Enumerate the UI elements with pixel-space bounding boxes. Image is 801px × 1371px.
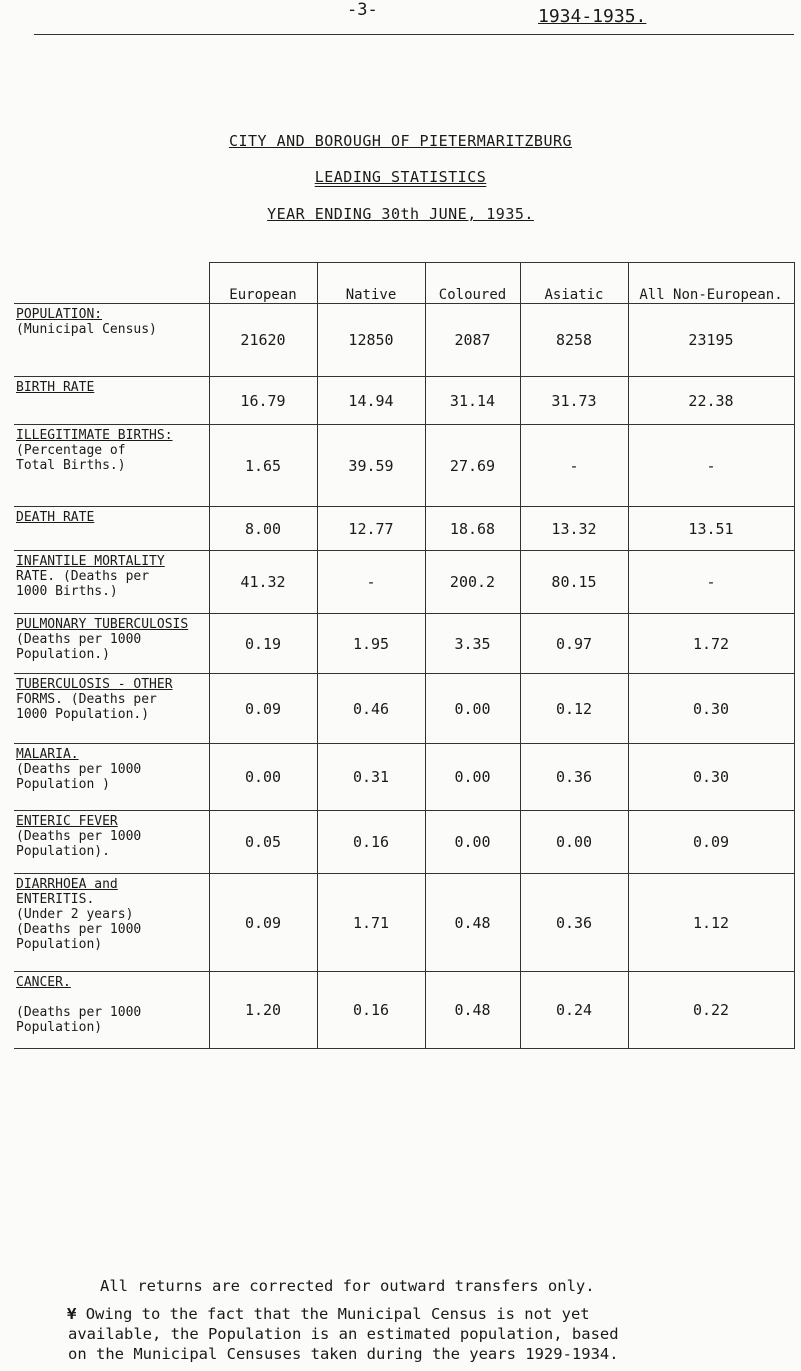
row-label-line [16, 990, 205, 1005]
table-cell: 39.59 [317, 425, 425, 507]
row-label-line: FORMS. (Deaths per [16, 692, 157, 707]
row-label-line: Population ) [16, 777, 110, 792]
row-label [14, 674, 209, 744]
header-label-cell [14, 263, 209, 304]
table-row [14, 874, 794, 972]
table-cell: 12.77 [317, 507, 425, 551]
row-label-line: (Percentage of [16, 443, 126, 458]
row-label-line: TUBERCULOSIS - OTHER [16, 677, 173, 692]
table-cell: 0.22 [628, 972, 794, 1049]
statistics-table [14, 262, 794, 1049]
row-label [14, 614, 209, 674]
page-number: -3- [347, 0, 378, 20]
table-cell: 0.09 [209, 874, 317, 972]
footnote-returns: All returns are corrected for outward transfers only. [100, 1277, 595, 1295]
table-cell: 0.36 [520, 744, 628, 811]
row-label-line: (Deaths per 1000 [16, 762, 142, 777]
row-label-line: Total Births.) [16, 458, 126, 473]
column-header: Native [317, 263, 425, 304]
row-label-line: 1000 Births.) [16, 584, 118, 599]
table-cell: 27.69 [425, 425, 520, 507]
table-cell: 1.71 [317, 874, 425, 972]
table-cell: 0.46 [317, 674, 425, 744]
table-cell: 0.19 [209, 614, 317, 674]
table-cell: 0.24 [520, 972, 628, 1049]
table-cell: 0.16 [317, 811, 425, 874]
row-label-line: Population) [16, 1020, 103, 1035]
row-label-line: Population) [16, 937, 103, 952]
table-cell: - [628, 425, 794, 507]
row-label [14, 744, 209, 811]
row-label-line: RATE. (Deaths per [16, 569, 150, 584]
header-rule [34, 34, 794, 35]
table-cell: 0.09 [628, 811, 794, 874]
table-cell: 0.00 [425, 744, 520, 811]
row-label-line: ILLEGITIMATE BIRTHS: [16, 428, 173, 443]
row-label-line: (Under 2 years) [16, 907, 134, 922]
row-label-line: (Deaths per 1000 [16, 922, 142, 937]
footnote-census-line3: on the Municipal Censuses taken during the years 1929-1934. [68, 1345, 619, 1363]
report-period: YEAR ENDING 30th JUNE, 1935. [267, 205, 534, 223]
table-cell: 31.73 [520, 377, 628, 425]
table-cell: 1.12 [628, 874, 794, 972]
row-label-line: MALARIA. [16, 747, 79, 762]
column-header: Coloured [425, 263, 520, 304]
table-cell: 13.32 [520, 507, 628, 551]
table-cell: 0.48 [425, 972, 520, 1049]
table-cell: 0.09 [209, 674, 317, 744]
table-cell: 13.51 [628, 507, 794, 551]
table-cell: 23195 [628, 304, 794, 377]
row-label-line: ENTERITIS. [16, 892, 95, 907]
report-year: 1934-1935. [538, 6, 647, 27]
row-label-line: CANCER. [16, 975, 71, 990]
table-cell: 8.00 [209, 507, 317, 551]
table-cell: 41.32 [209, 551, 317, 614]
row-label [14, 551, 209, 614]
row-label-line: BIRTH RATE [16, 380, 95, 395]
row-label-line: ENTERIC FEVER [16, 814, 118, 829]
row-label-line: DIARRHOEA and [16, 877, 118, 892]
table-row [14, 744, 794, 811]
table-cell: 0.48 [425, 874, 520, 972]
row-label-line: Population.) [16, 647, 110, 662]
footnote-census-text: Owing to the fact that the Municipal Census is not yet [85, 1305, 590, 1323]
table-cell: 22.38 [628, 377, 794, 425]
column-header: European [209, 263, 317, 304]
row-label [14, 972, 209, 1049]
table-row [14, 377, 794, 425]
report-title: CITY AND BOROUGH OF PIETERMARITZBURG [228, 132, 573, 150]
table-cell: 14.94 [317, 377, 425, 425]
table-cell: 0.00 [209, 744, 317, 811]
row-label [14, 377, 209, 425]
row-label [14, 304, 209, 377]
table-cell: 2087 [425, 304, 520, 377]
row-label-line: (Municipal Census) [16, 322, 157, 337]
row-label-line: Population). [16, 844, 110, 859]
table-cell: 1.65 [209, 425, 317, 507]
row-label [14, 811, 209, 874]
row-label-line: PULMONARY TUBERCULOSIS [16, 617, 189, 632]
table-cell: 0.30 [628, 744, 794, 811]
row-label-line: 1000 Population.) [16, 707, 150, 722]
row-label-line: DEATH RATE [16, 510, 95, 525]
table-row [14, 425, 794, 507]
row-label-line: POPULATION: [16, 307, 103, 322]
table-cell: 16.79 [209, 377, 317, 425]
table-cell: 8258 [520, 304, 628, 377]
table-row [14, 551, 794, 614]
table-cell: 1.95 [317, 614, 425, 674]
column-header: All Non-European. [628, 263, 794, 304]
row-label-line: INFANTILE MORTALITY [16, 554, 165, 569]
column-header: Asiatic [520, 263, 628, 304]
table-cell: 1.72 [628, 614, 794, 674]
table-cell: 0.00 [520, 811, 628, 874]
table-row [14, 674, 794, 744]
report-subtitle: LEADING STATISTICS [314, 168, 487, 186]
table-row [14, 507, 794, 551]
row-label-line: (Deaths per 1000 [16, 632, 142, 647]
footnote-mark: ¥ [67, 1305, 77, 1323]
table-cell: 200.2 [425, 551, 520, 614]
table-cell: 18.68 [425, 507, 520, 551]
row-label [14, 507, 209, 551]
table-row [14, 972, 794, 1049]
table-cell: 0.12 [520, 674, 628, 744]
footnote-census-line2: available, the Population is an estimated population, based [68, 1325, 619, 1343]
table-row [14, 811, 794, 874]
row-label [14, 874, 209, 972]
table-cell: 0.36 [520, 874, 628, 972]
table-cell: 0.05 [209, 811, 317, 874]
table-cell: 3.35 [425, 614, 520, 674]
table-cell: 12850 [317, 304, 425, 377]
table-cell: 0.00 [425, 811, 520, 874]
table-cell: 21620 [209, 304, 317, 377]
table-cell: 0.00 [425, 674, 520, 744]
table-cell: 0.31 [317, 744, 425, 811]
table-row [14, 614, 794, 674]
footnote-census-line1 [67, 1304, 590, 1324]
table-cell: 0.30 [628, 674, 794, 744]
row-label-line: (Deaths per 1000 [16, 829, 142, 844]
table-cell: - [317, 551, 425, 614]
table-cell: 1.20 [209, 972, 317, 1049]
table-cell: 0.97 [520, 614, 628, 674]
row-label [14, 425, 209, 507]
table-cell: 80.15 [520, 551, 628, 614]
table-cell: - [520, 425, 628, 507]
table-cell: 0.16 [317, 972, 425, 1049]
table-row [14, 304, 794, 377]
row-label-line: (Deaths per 1000 [16, 1005, 142, 1020]
table-header-row [14, 263, 794, 304]
table-cell: - [628, 551, 794, 614]
table-cell: 31.14 [425, 377, 520, 425]
